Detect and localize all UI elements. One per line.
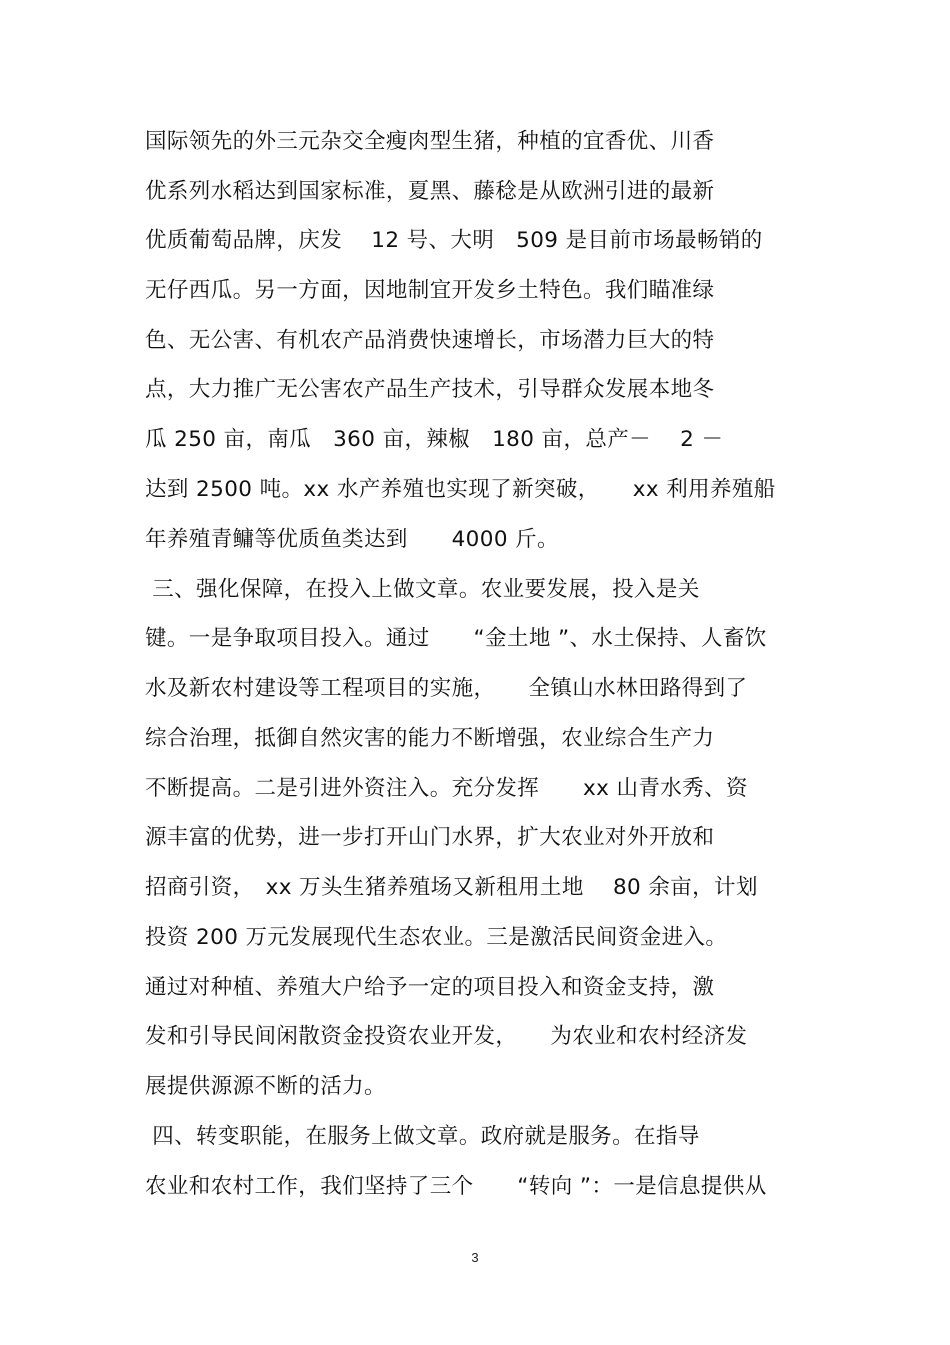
- paragraph-line: 优质葡萄品牌，庆发 12 号、大明 509 是目前市场最畅销的: [145, 228, 763, 253]
- paragraph-line: 年养殖青鳙等优质鱼类达到 4000 斤。: [145, 527, 559, 552]
- paragraph-line: 综合治理，抵御自然灾害的能力不断增强，农业综合生产力: [145, 726, 715, 751]
- section-heading-line: 三、强化保障，在投入上做文章。农业要发展，投入是关: [145, 577, 700, 602]
- paragraph-line: 投资 200 万元发展现代生态农业。三是激活民间资金进入。: [145, 925, 728, 950]
- paragraph-line: 水及新农村建设等工程项目的实施， 全镇山水林田路得到了: [145, 676, 748, 701]
- paragraph-line: 无仔西瓜。另一方面，因地制宜开发乡土特色。我们瞄准绿: [145, 278, 715, 303]
- paragraph-line: 展提供源源不断的活力。: [145, 1074, 386, 1099]
- paragraph-line: 不断提高。二是引进外资注入。充分发挥 xx 山青水秀、资: [145, 776, 748, 801]
- paragraph-line: 发和引导民间闲散资金投资农业开发， 为农业和农村经济发: [145, 1024, 748, 1049]
- paragraph-line: 招商引资， xx 万头生猪养殖场又新租用土地 80 余亩，计划: [145, 875, 758, 900]
- paragraph-line: 源丰富的优势，进一步打开山门水界，扩大农业对外开放和: [145, 825, 715, 850]
- paragraph-line: 键。一是争取项目投入。通过 “金土地 ”、水土保持、人畜饮: [145, 626, 767, 651]
- section-heading-line: 四、转变职能，在服务上做文章。政府就是服务。在指导: [145, 1124, 700, 1149]
- paragraph-line: 通过对种植、养殖大户给予一定的项目投入和资金支持，激: [145, 975, 715, 1000]
- paragraph-line: 优系列水稻达到国家标准，夏黑、藤稔是从欧洲引进的最新: [145, 179, 715, 204]
- page-number: 3: [471, 1250, 479, 1265]
- paragraph-line: 瓜 250 亩，南瓜 360 亩，辣椒 180 亩，总产－ 2 －: [145, 427, 724, 452]
- paragraph-line: 点，大力推广无公害农产品生产技术，引导群众发展本地冬: [145, 377, 715, 402]
- paragraph-line: 色、无公害、有机农产品消费快速增长，市场潜力巨大的特: [145, 328, 715, 353]
- paragraph-line: 达到 2500 吨。xx 水产养殖也实现了新突破， xx 利用养殖船: [145, 477, 776, 502]
- paragraph-line: 国际领先的外三元杂交全瘦肉型生猪，种植的宜香优、川香: [145, 129, 715, 154]
- paragraph-line: 农业和农村工作，我们坚持了三个 “转向 ”：一是信息提供从: [145, 1174, 767, 1199]
